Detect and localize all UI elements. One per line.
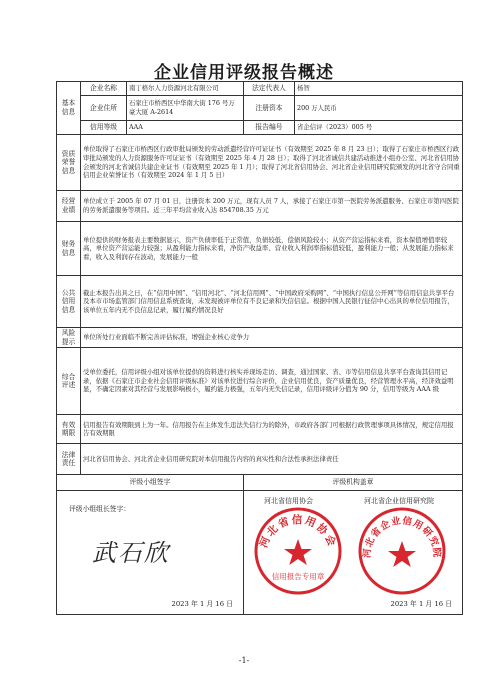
section-label-legal: 法律责任 xyxy=(57,444,81,475)
section-text-performance: 单位成立于 2005 年 07 月 01 日，注册资本 200 万元，现有人员 7 人，承接了石家庄市第一医院劳务派遣服务、石家庄市第四医院的劳务派遣服务等项目。近三年平均营业收入达 854708.35 万元 xyxy=(81,191,463,222)
org-seal-header: 评级机构盖章 xyxy=(244,475,463,491)
legal-rep-value: 杨智 xyxy=(295,82,463,96)
basic-row-1 xyxy=(57,82,463,96)
section-label-performance: 经营业绩 xyxy=(57,191,81,222)
section-text-validity: 信用报告有效期限到上为一年。信用报告在主体发生违法失信行为的除外，市政府各部门可根据行政管理事项具体情况，规定信用报告有效期限 xyxy=(81,415,463,444)
leader-signature-label: 评级小组组长签字： xyxy=(69,505,131,514)
section-text-honors: 单位取得了石家庄市桥西区行政审批局颁发的劳动派遣经营许可证证书（有效期至 2025 年 8 月 23 日）；取得了石家庄市桥西区行政审批局颁发的人力资源服务许可证证书（有效期至 2025 年 4 月 28 日）；取得了河北省诚信共建活动推进小组办公室、河北省信用协会颁发的河北省诚信共建企业证书（有效期至 2025 年 1 月）；取得了河北省信用协会、河北省企业信用研究院颁发的河北省守合同重信用企业荣誉证书（有效期至 2024 年 1 月 5 日） xyxy=(81,135,463,191)
address-label: 企业住所 xyxy=(81,96,127,121)
section-text-legal: 河北省信用协会、河北省企业信用研究院对本信用报告内容的真实性和合法性承担法律责任 xyxy=(81,444,463,475)
section-label-public-credit: 公共信用信息 xyxy=(57,276,81,328)
section-row-risk xyxy=(57,328,463,348)
grade-label: 信用等级 xyxy=(81,121,127,135)
seal2-arc-text: 河北省企业信用研究院 xyxy=(361,515,443,559)
section-row-honors xyxy=(57,135,463,191)
review-team-header: 评级小组签字 xyxy=(57,475,244,491)
section-text-risk: 单位所处行业面临不断完善评估标准，增强企业核心竞争力 xyxy=(81,328,463,348)
section-label-validity: 有效期限 xyxy=(57,415,81,444)
section-label-honors: 资质荣誉信息 xyxy=(57,135,81,191)
legal-rep-label: 法定代表人 xyxy=(244,82,295,96)
grade-value: AAA xyxy=(127,121,244,135)
section-label-risk: 风险提示 xyxy=(57,328,81,348)
section-text-public-credit: 截止本报告出具之日，在“信用中国”、“信用河北”、“河北信用网”、“中国政府采购网”、“中国执行信息公开网”等信用信息共享平台及本市市场监管部门信用信息系统查询，未发现被评单位有不良记录和失信信息。根据中国人民银行征信中心出具的单位信用报告，该单位五年内无不良信息记录，履行履约情况良好 xyxy=(81,276,463,328)
company-name-label: 企业名称 xyxy=(81,82,127,96)
section-row-legal xyxy=(57,444,463,475)
seal1-sub-text: 信用报告专用章 xyxy=(271,572,325,582)
section-row-summary xyxy=(57,348,463,415)
section-label-finance: 财务信息 xyxy=(57,222,81,276)
capital-value: 200 万人民币 xyxy=(295,96,463,121)
section-row-finance xyxy=(57,222,463,276)
org-name-1: 河北省信用协会 xyxy=(264,497,313,506)
credit-research-institute-seal xyxy=(356,505,448,597)
address-value: 石家庄市桥西区中华南大街 176 号万豪大厦 A-2614 xyxy=(127,96,244,121)
page-number: -1- xyxy=(238,656,250,665)
section-text-finance: 单位提供的财务报表主要数据显示，资产负债率低于正常值，负债较低，偿债风险较小；从资产营运指标来看，资本保值增值率较高，单位资产营运能力较强；从盈利能力指标来看，净资产收益率、营业收入利润率指标值较低，盈利能力一般；从发展能力指标来看，收入及利润存在波动，发展能力一般 xyxy=(81,222,463,276)
section-row-performance xyxy=(57,191,463,222)
capital-label: 注册资本 xyxy=(244,96,295,121)
basic-row-3 xyxy=(57,121,463,135)
review-date: 2023 年 1 月 16 日 xyxy=(171,599,233,608)
page-title: 企业信用评级报告概述 xyxy=(154,63,334,83)
section-row-public-credit xyxy=(57,276,463,328)
seal1-arc-text: 河北省信用协会 xyxy=(257,514,339,550)
report-table xyxy=(56,81,463,615)
signature-body-row xyxy=(57,491,463,615)
org-name-2: 河北省企业信用研究院 xyxy=(364,497,434,506)
review-team-cell xyxy=(57,491,244,615)
section-text-summary: 受单位委托，信用评级小组对该单位提供的资料进行核实并现场走访、调查，通过国家、省、市等信用信息共享平台查询其信用记录，依据《石家庄市企业社会信用评级标准》对该单位进行综合评价，企业信用优良，资产质量优良，经营管理水平高，经济效益明显，不确定因素对其经营与发展影响极小，履约能力极强，五年内无失信记录，信用评级评分值为 90 分，信用等级为 AAA 级 xyxy=(81,348,463,415)
org-seal-cell xyxy=(244,491,463,615)
report-no-label: 报告编号 xyxy=(244,121,295,135)
leader-signature: 武石欣 xyxy=(92,539,170,568)
report-no-value: 省企信评（2023）005 号 xyxy=(295,121,463,135)
basic-row-2 xyxy=(57,96,463,121)
basic-info-label: 基本信息 xyxy=(57,82,81,135)
company-name-value: 南丁格尔人力资源河北有限公司 xyxy=(127,82,244,96)
section-row-validity xyxy=(57,415,463,444)
credit-association-seal xyxy=(252,505,344,597)
signature-header-row xyxy=(57,475,463,491)
section-label-summary: 综合评述 xyxy=(57,348,81,415)
org-date: 2023 年 1 月 16 日 xyxy=(390,599,452,608)
